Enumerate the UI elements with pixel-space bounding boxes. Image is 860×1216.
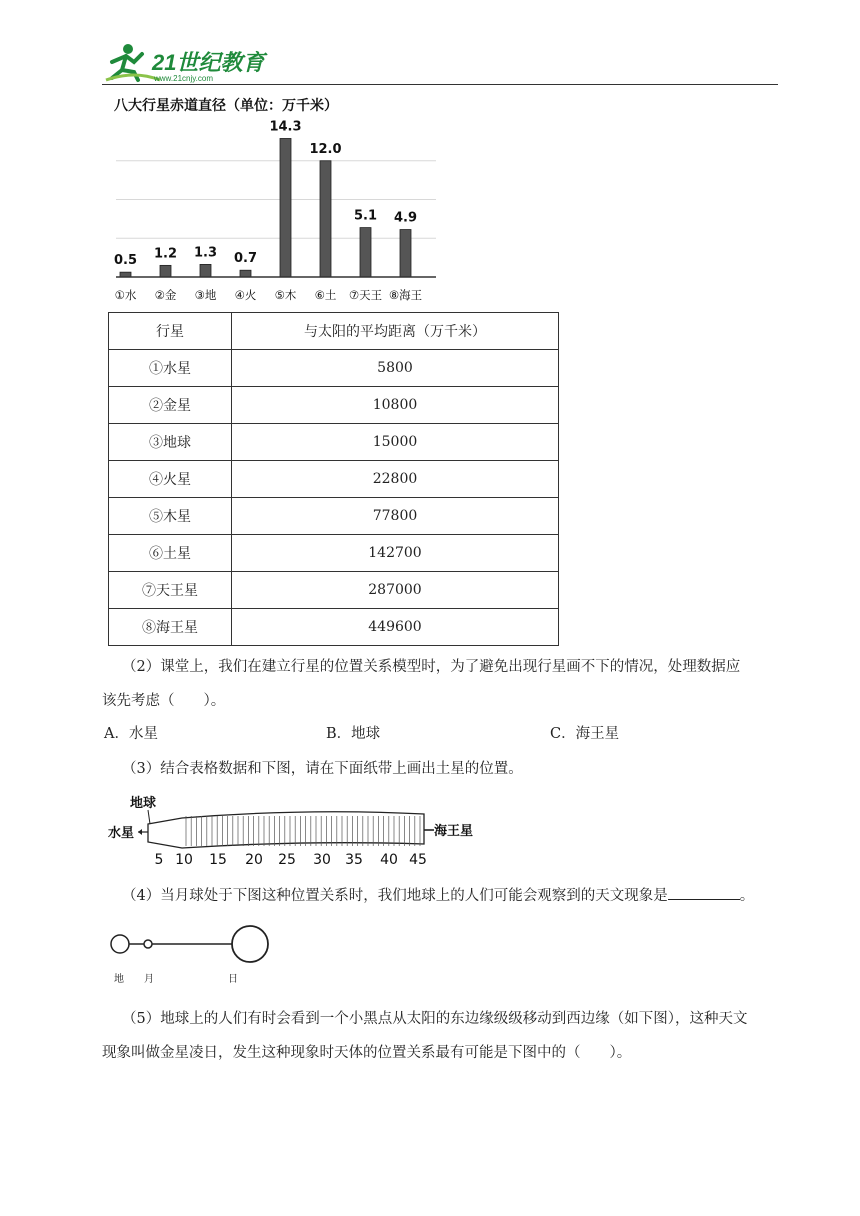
earth-circle xyxy=(111,935,129,953)
chart-category-label: ①水 xyxy=(114,288,137,302)
site-logo xyxy=(104,40,274,88)
chart-value-label: 12.0 xyxy=(309,141,342,157)
chart-category-label: ③地 xyxy=(194,288,217,302)
chart-category-label: ②金 xyxy=(154,288,177,302)
header-divider xyxy=(102,84,778,85)
table-row xyxy=(109,424,559,461)
q2-option-c[interactable]: C．海王星 xyxy=(550,726,620,742)
label-moon: 月 xyxy=(144,974,154,985)
chart-bar xyxy=(280,138,291,277)
logo-url: www.21cnjy.com xyxy=(154,74,213,83)
q4-text-end: 。 xyxy=(739,888,755,904)
table-row xyxy=(109,535,559,572)
planet-name: ⑧海王星 xyxy=(109,609,232,646)
planet-name: ⑦天王星 xyxy=(109,572,232,609)
tape-tick-label: 5 xyxy=(154,852,164,868)
header-distance: 与太阳的平均距离（万千米） xyxy=(232,313,559,350)
chart-category-label: ⑥土 xyxy=(314,288,337,302)
q5-text-line1: （5）地球上的人们有时会看到一个小黑点从太阳的东边缘级级移动到西边缘（如下图），这种天文 xyxy=(122,1011,748,1027)
q2-option-b[interactable]: B．地球 xyxy=(326,726,381,742)
chart-title: 八大行星赤道直径（单位：万千米） xyxy=(114,98,338,114)
earth-moon-sun-diagram xyxy=(106,914,286,990)
chart-category-label: ④火 xyxy=(234,288,257,302)
tape-tick-label: 40 xyxy=(380,852,398,868)
tape-tick-label: 45 xyxy=(409,852,427,868)
chart-value-label: 4.9 xyxy=(393,210,418,226)
chart-value-label: 0.7 xyxy=(233,251,258,267)
label-earth: 地 xyxy=(114,974,124,985)
table-row xyxy=(109,572,559,609)
planet-name: ③地球 xyxy=(109,424,232,461)
q2-text-line2: 该先考虑（ ）。 xyxy=(102,693,226,709)
table-row xyxy=(109,387,559,424)
chart-value-label: 1.3 xyxy=(193,245,218,261)
paper-tape xyxy=(148,812,424,848)
tape-tick-label: 20 xyxy=(245,852,263,868)
chart-value-label: 1.2 xyxy=(153,246,178,262)
planet-distance: 287000 xyxy=(232,572,559,609)
tape-tick-label: 10 xyxy=(175,852,193,868)
chart-category-label: ⑦天王 xyxy=(348,288,383,302)
chart-bar xyxy=(160,265,171,277)
planet-distance: 142700 xyxy=(232,535,559,572)
paper-tape-diagram[interactable] xyxy=(106,790,506,872)
chart-bar xyxy=(320,161,331,277)
q4-question xyxy=(122,883,754,910)
planet-distance: 22800 xyxy=(232,461,559,498)
table-row xyxy=(109,498,559,535)
q3-text: （3）结合表格数据和下图，请在下面纸带上画出土星的位置。 xyxy=(122,761,523,777)
sun-circle xyxy=(232,926,268,962)
planet-name: ④火星 xyxy=(109,461,232,498)
table-row xyxy=(109,461,559,498)
header-planet: 行星 xyxy=(109,313,232,350)
tape-label-mercury: 水星 xyxy=(108,826,135,841)
tape-tick-label: 25 xyxy=(278,852,296,868)
tape-tick-label: 35 xyxy=(345,852,363,868)
table-header-row xyxy=(109,313,559,350)
q2-text-line1: （2）课堂上，我们在建立行星的位置关系模型时，为了避免出现行星画不下的情况，处理数据应 xyxy=(122,659,741,675)
logo-text: 21世纪教育 xyxy=(152,50,265,75)
planet-distance: 449600 xyxy=(232,609,559,646)
planet-diameter-chart xyxy=(106,92,446,306)
planet-distance: 15000 xyxy=(232,424,559,461)
chart-value-label: 5.1 xyxy=(353,208,378,224)
table-row xyxy=(109,609,559,646)
tape-label-earth: 地球 xyxy=(130,796,157,811)
q2-option-a[interactable]: A．水星 xyxy=(104,726,158,742)
tape-tick-label: 30 xyxy=(313,852,331,868)
planet-distance-table xyxy=(108,312,559,646)
chart-value-label: 14.3 xyxy=(269,119,302,135)
q5-text-line2: 现象叫做金星凌日，发生这种现象时天体的位置关系最有可能是下图中的（ ）。 xyxy=(102,1045,632,1061)
planet-distance: 10800 xyxy=(232,387,559,424)
q4-text: （4）当月球处于下图这种位置关系时，我们地球上的人们可能会观察到的天文现象是 xyxy=(122,888,668,904)
earth-pointer-line xyxy=(148,810,150,824)
planet-name: ⑤木星 xyxy=(109,498,232,535)
planet-distance: 5800 xyxy=(232,350,559,387)
answer-blank[interactable] xyxy=(668,884,740,900)
planet-name: ②金星 xyxy=(109,387,232,424)
arrow-left-icon xyxy=(138,829,148,835)
planet-distance: 77800 xyxy=(232,498,559,535)
chart-value-label: 0.5 xyxy=(113,253,138,269)
chart-bar xyxy=(360,228,371,277)
moon-circle xyxy=(144,940,152,948)
chart-bar xyxy=(200,264,211,277)
planet-name: ⑥土星 xyxy=(109,535,232,572)
tape-tick-label: 15 xyxy=(209,852,227,868)
label-sun: 日 xyxy=(228,974,238,985)
planet-name: ①水星 xyxy=(109,350,232,387)
chart-bar xyxy=(240,270,251,277)
tape-label-neptune: 海王星 xyxy=(434,824,474,839)
chart-category-label: ⑧海王 xyxy=(388,288,423,302)
table-row xyxy=(109,350,559,387)
chart-category-label: ⑤木 xyxy=(274,288,297,302)
chart-bar xyxy=(400,230,411,277)
